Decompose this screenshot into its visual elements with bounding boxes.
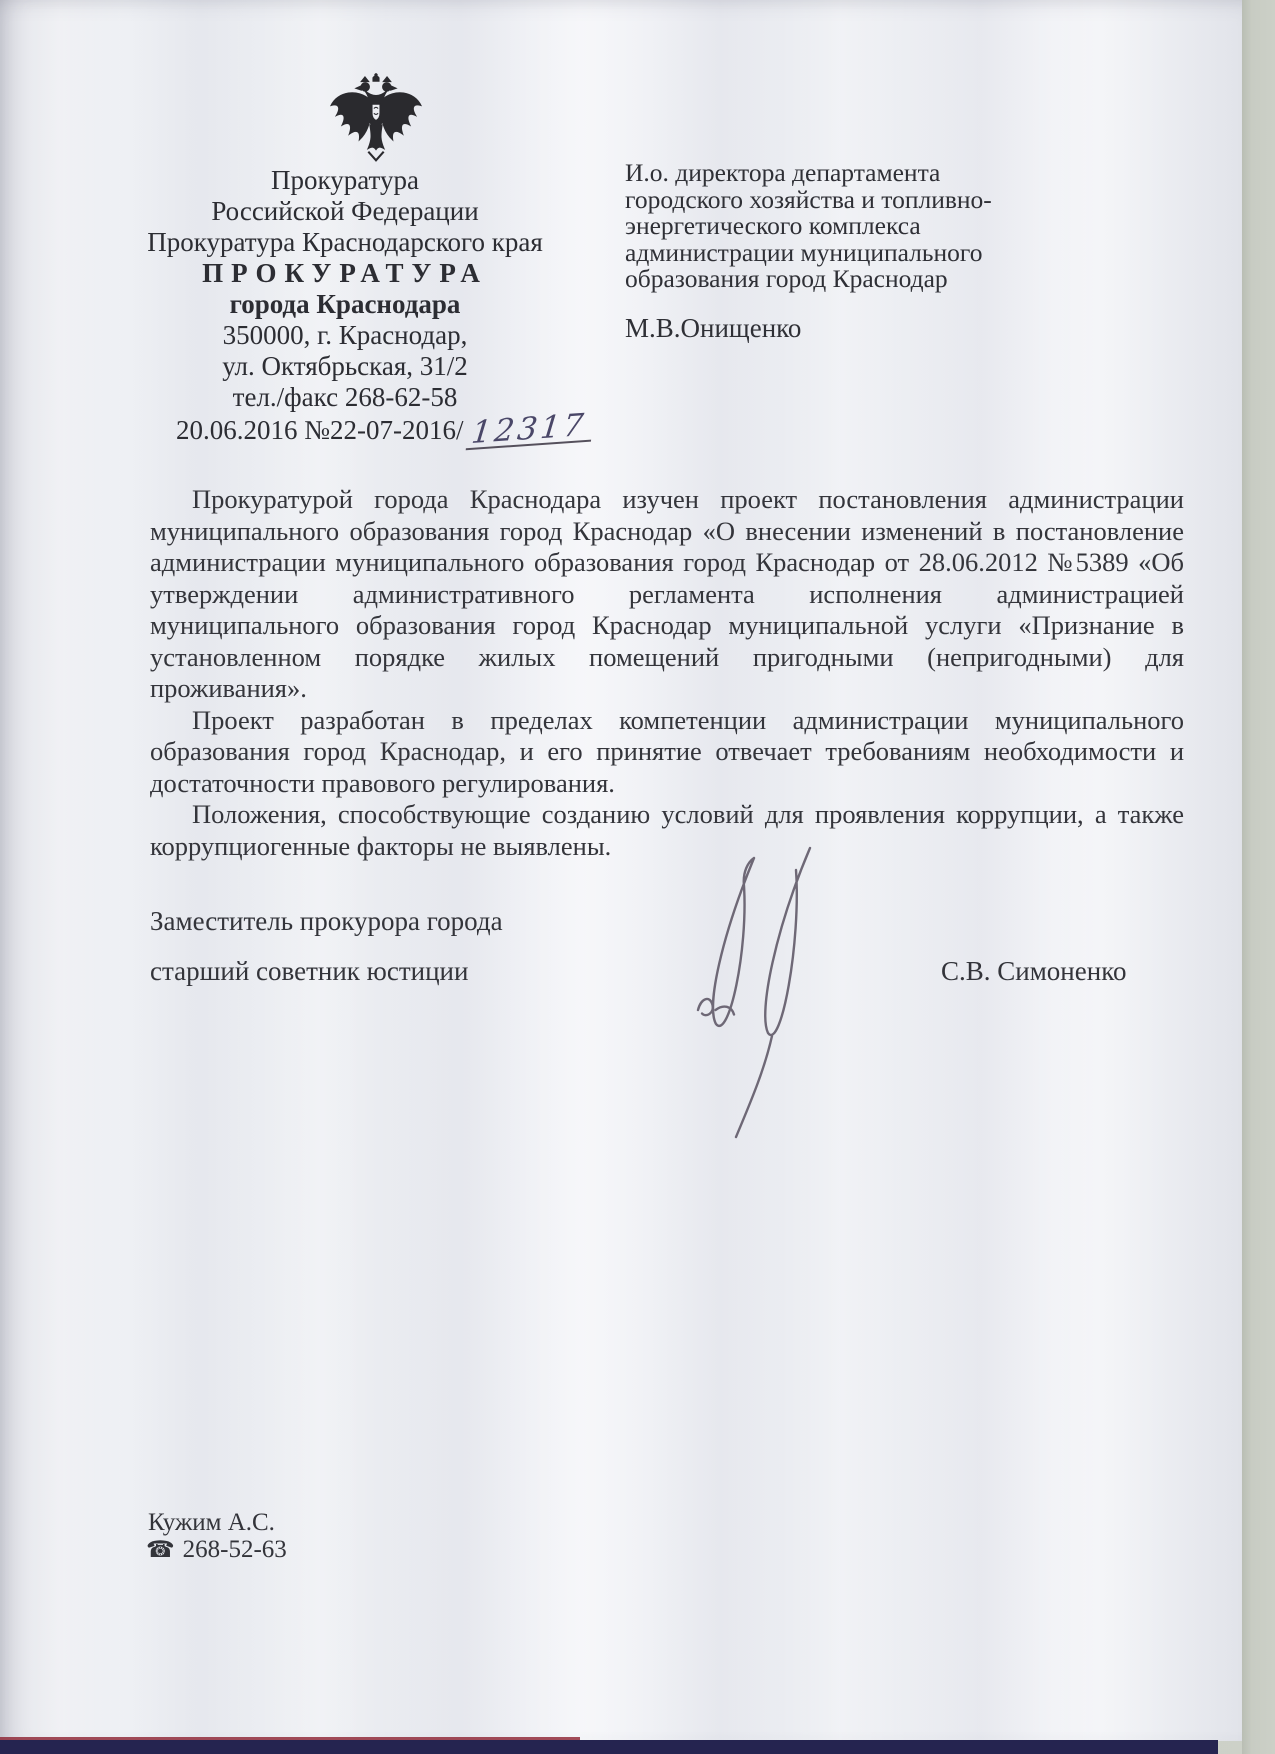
reference-line — [176, 407, 591, 451]
addressee-line2: городского хозяйства и топливно- — [625, 184, 992, 214]
letterhead-org-title: ПРОКУРАТУРА — [202, 258, 488, 288]
handwritten-signature — [638, 846, 868, 1146]
executor-name: Кужим А.С. — [148, 1509, 275, 1536]
scanner-edge-band — [1242, 0, 1275, 1754]
letterhead-address-line1: 350000, г. Краснодар, — [222, 320, 468, 350]
letterhead-org-line2: Российской Федерации — [211, 196, 479, 226]
letterhead-phone-line: тел./факс 268-62-58 — [232, 382, 458, 412]
letterhead-address-line2: ул. Октябрьская, 31/2 — [222, 351, 468, 381]
scan-bottom-strip — [0, 1740, 1218, 1754]
body-paragraph-2: Проект разработан в пределах компетенции администрации муниципального образования город Краснодар, и его принятие отвечает требованиям необходимости и достаточности правового регулирования. — [150, 704, 1184, 798]
addressee-line4: администрации муниципального — [625, 237, 983, 267]
reference-handwritten-number: 12317 — [465, 410, 593, 451]
body-paragraph-1: Прокуратурой города Краснодара изучен проект постановления администрации муниципального образования город Краснодар «О внесении изменений в постановление администрации муниципального образования город Краснодар от 28.06.2012 №5389 «Об утверждении административного регламента исполнения администрацией муниципального образования город Краснодар муниципальной услуги «Признание в установленном порядке жилых помещений пригодными (непригодными) для проживания». — [150, 484, 1184, 703]
letterhead-block — [112, 165, 578, 413]
coat-of-arms-icon — [328, 72, 424, 168]
addressee-line3: энергетического комплекса — [625, 211, 921, 240]
body-paragraph-3: Положения, способствующие созданию условий для проявления коррупции, а также коррупциогенные факторы не выявлены. — [150, 799, 1184, 861]
addressee-line1: И.о. директора департамента — [625, 158, 941, 187]
letterhead-org-city: города Краснодара — [229, 289, 461, 319]
letter-body — [150, 484, 1184, 862]
signer-name: С.В. Симоненко — [941, 956, 1127, 986]
letterhead-org-line3: Прокуратура Краснодарского края — [147, 227, 543, 257]
executor-phone-line — [146, 1536, 287, 1564]
telephone-icon: ☎ — [146, 1537, 175, 1563]
letterhead-org-line1: Прокуратура — [271, 165, 419, 195]
signoff-position-line2: старший советник юстиции — [150, 956, 469, 986]
signoff-position-line1: Заместитель прокурора города — [150, 906, 503, 936]
addressee-name: М.В.Онищенко — [625, 313, 802, 343]
reference-printed: 20.06.2016 №22-07-2016/ — [176, 415, 464, 445]
addressee-block — [625, 160, 1085, 293]
addressee-line5: образования город Краснодар — [625, 264, 948, 293]
executor-phone-number: 268-52-63 — [182, 1536, 287, 1563]
